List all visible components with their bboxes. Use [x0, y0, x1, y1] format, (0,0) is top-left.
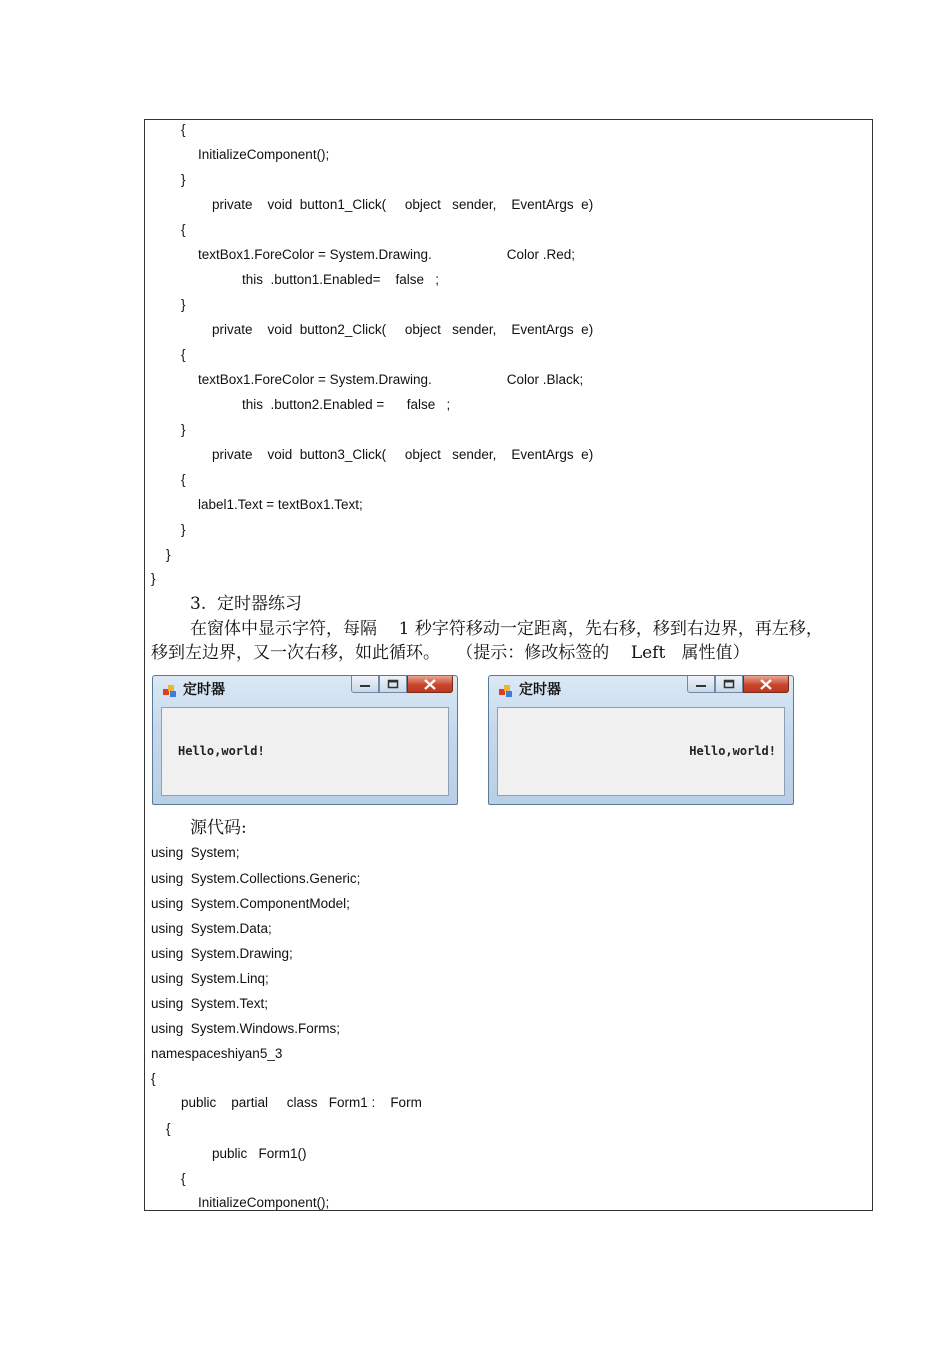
code-line: namespaceshiyan5_3: [151, 1046, 283, 1061]
code-line: InitializeComponent();: [198, 1195, 330, 1210]
code-line: textBox1.ForeColor = System.Drawing. Color .Red;: [198, 247, 576, 262]
minimize-button[interactable]: [351, 676, 379, 693]
code-line: {: [181, 472, 186, 487]
code-line: private void button2_Click( object sender, EventArgs e): [212, 322, 594, 337]
close-icon: [424, 679, 436, 690]
code-line: using System.Drawing;: [151, 946, 293, 961]
code-line: using System.Windows.Forms;: [151, 1021, 341, 1036]
code-line: public partial class Form1 : Form: [181, 1095, 422, 1110]
code-line: }: [166, 547, 171, 562]
code-line: using System.Data;: [151, 921, 272, 936]
hello-label: Hello,world!: [178, 744, 265, 758]
source-code-heading: 源代码:: [190, 818, 247, 838]
code-line: }: [151, 571, 156, 586]
app-window-icon: [499, 684, 513, 698]
code-line: }: [181, 172, 186, 187]
hello-label: Hello,world!: [689, 744, 776, 758]
maximize-icon: [723, 679, 735, 689]
code-line: using System.ComponentModel;: [151, 896, 350, 911]
window-client-area: [161, 707, 449, 796]
section-paragraph-line-1: 在窗体中显示字符，每隔 1 秒字符移动一定距离，先右移，移到右边界，再左移，: [190, 619, 823, 639]
window-title: 定时器: [183, 682, 225, 698]
code-line: {: [181, 122, 186, 137]
maximize-icon: [387, 679, 399, 689]
code-line: InitializeComponent();: [198, 147, 330, 162]
window-controls: [351, 676, 453, 694]
code-line: private void button3_Click( object sender, EventArgs e): [212, 447, 594, 462]
close-button[interactable]: [407, 676, 453, 693]
window-client-area: [497, 707, 785, 796]
code-line: using System;: [151, 845, 240, 860]
close-icon: [760, 679, 772, 690]
window-title: 定时器: [519, 682, 561, 698]
code-line: textBox1.ForeColor = System.Drawing. Color .Black;: [198, 372, 584, 387]
section-paragraph-line-2: 移到左边界，又一次右移，如此循环。 （提示：修改标签的 Left 属性值）: [151, 643, 750, 663]
timer-window-left: [152, 675, 458, 805]
code-line: using System.Linq;: [151, 971, 269, 986]
code-line: {: [166, 1121, 171, 1136]
code-line: }: [181, 522, 186, 537]
window-controls: [687, 676, 789, 694]
maximize-button[interactable]: [379, 676, 407, 693]
code-line: }: [181, 297, 186, 312]
timer-window-right: [488, 675, 794, 805]
code-line: {: [181, 347, 186, 362]
code-line: public Form1(): [212, 1146, 307, 1161]
minimize-button[interactable]: [687, 676, 715, 693]
close-button[interactable]: [743, 676, 789, 693]
code-line: }: [181, 422, 186, 437]
code-line: {: [151, 1071, 156, 1086]
code-line: {: [181, 1171, 186, 1186]
minimize-icon: [695, 680, 707, 688]
app-window-icon: [163, 684, 177, 698]
code-line: private void button1_Click( object sender, EventArgs e): [212, 197, 594, 212]
minimize-icon: [359, 680, 371, 688]
code-line: this .button2.Enabled = false ;: [242, 397, 451, 412]
section-heading: 3. 定时器练习: [190, 594, 303, 614]
code-line: {: [181, 222, 186, 237]
code-line: using System.Collections.Generic;: [151, 871, 361, 886]
code-line: label1.Text = textBox1.Text;: [198, 497, 363, 512]
code-line: this .button1.Enabled= false ;: [242, 272, 440, 287]
maximize-button[interactable]: [715, 676, 743, 693]
code-line: using System.Text;: [151, 996, 269, 1011]
